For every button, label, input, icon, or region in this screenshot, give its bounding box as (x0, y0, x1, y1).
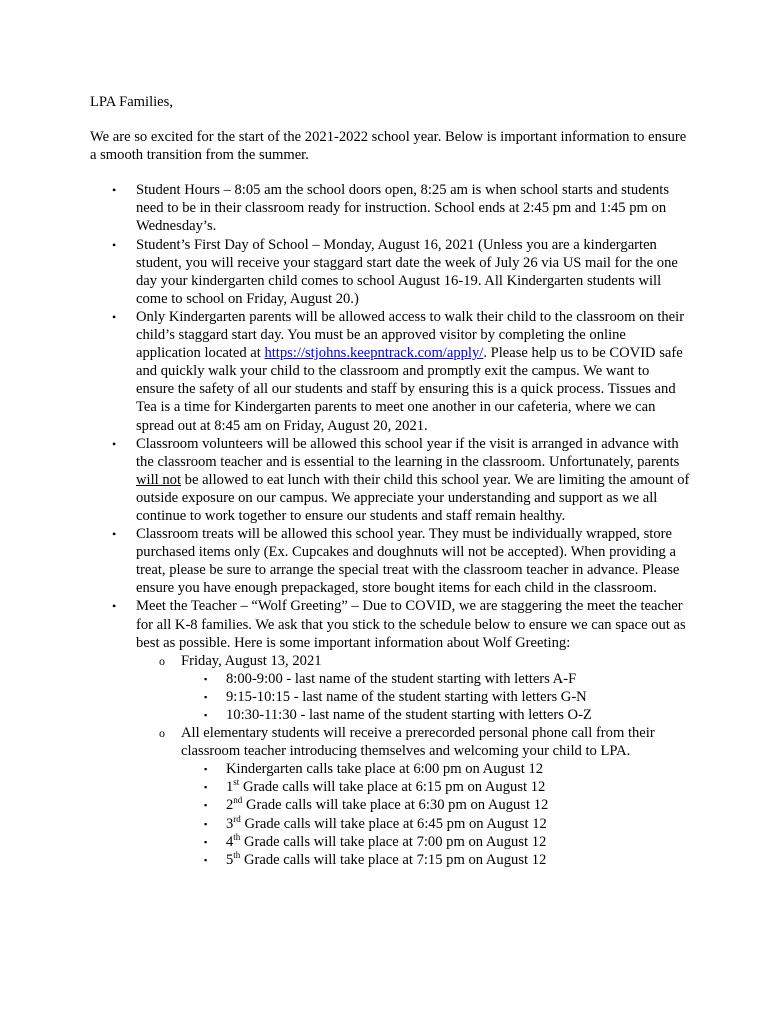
call-text: Grade calls will take place at 6:45 pm on August 12 (240, 815, 547, 832)
time-slot-item (181, 670, 690, 688)
bullet-icon: • (112, 527, 117, 542)
square-bullet-icon: ▪ (204, 800, 208, 811)
grade-number: 1 (226, 779, 234, 796)
bullet-icon: • (112, 237, 117, 252)
call-text: Grade calls will take place at 6:30 pm on August 12 (242, 797, 549, 814)
bullet-icon: • (112, 309, 117, 324)
will-not-emphasis: will not (136, 471, 181, 488)
square-bullet-icon: ▪ (204, 691, 208, 702)
time-slot-text: 10:30-11:30 - last name of the student starting with letters O-Z (226, 707, 592, 723)
call-text: Grade calls will take place at 7:00 pm on August 12 (240, 833, 547, 850)
call-item-grade-5 (181, 851, 690, 869)
call-text: Grade calls will take place at 6:15 pm on August 12 (239, 779, 546, 796)
friday-date: Friday, August 13, 2021 (181, 652, 322, 669)
circle-bullet-icon: o (159, 726, 165, 741)
call-item-kindergarten (181, 760, 690, 778)
time-slot-text: 8:00-9:00 - last name of the student starting with letters A-F (226, 670, 577, 687)
square-bullet-icon: ▪ (204, 764, 208, 775)
call-text: Kindergarten calls take place at 6:00 pm on August 12 (226, 761, 544, 778)
time-slot-text: 9:15-10:15 - last name of the student starting with letters G-N (226, 688, 587, 705)
list-item-treats (90, 525, 690, 597)
grade-number: 2 (226, 797, 234, 814)
list-item-meet-teacher (90, 597, 690, 868)
time-slot-item (181, 688, 690, 706)
list-item-volunteers (90, 435, 690, 525)
meet-teacher-text: Meet the Teacher – “Wolf Greeting” – Due to COVID, we are staggering the meet the teacher for all K-8 families. We ask that you stick to the schedule below to ensure we can space out as best as possible. Here is some important information about Wolf Greeting: (136, 598, 686, 651)
wolf-greeting-sublist (136, 652, 690, 869)
volunteers-text-end: be allowed to eat lunch with their child this school year. We are limiting the amount of outside exposure on our campus. We appreciate your understanding and support as we all continue to work together to ensure our students and staff remain healthy. (136, 471, 690, 524)
kindergarten-text-end: . Please help us to be COVID safe and quickly walk your child to the classroom and promptly exit the campus. We want to ensure the safety of all our students and staff by ensuring this is a quick process. Tissues and Tea is a time for Kindergarten parents to meet one another in our cafeteria, where we can spread out at 8:45 am on Friday, August 20, 2021. (136, 345, 683, 434)
call-item-grade-2 (181, 796, 690, 814)
call-item-grade-4 (181, 833, 690, 851)
square-bullet-icon: ▪ (204, 818, 208, 829)
call-item-grade-1 (181, 778, 690, 796)
grade-ordinal: th (233, 831, 241, 842)
bullet-icon: • (112, 183, 117, 198)
square-bullet-icon: ▪ (204, 710, 208, 720)
grade-number: 5 (226, 851, 234, 868)
list-item-kindergarten-access (90, 308, 690, 435)
circle-bullet-icon: o (159, 653, 165, 668)
square-bullet-icon: ▪ (204, 836, 208, 847)
student-hours-text: Student Hours – 8:05 am the school doors open, 8:25 am is when school starts and students need to be in their classroom ready for instruction. School ends at 2:45 pm and 1:45 pm on Wednesday’s. (136, 182, 670, 235)
intro-paragraph: We are so excited for the start of the 2021-2022 school year. Below is important information to ensure a smooth transition from the summer. (90, 129, 687, 164)
list-item-first-day (90, 236, 690, 308)
bullet-icon: • (112, 436, 117, 451)
greeting: LPA Families, (90, 94, 173, 110)
apply-link[interactable]: https://stjohns.keepntrack.com/apply/ (264, 345, 484, 362)
square-bullet-icon: ▪ (204, 854, 208, 865)
square-bullet-icon: ▪ (204, 782, 208, 793)
phone-calls-text: All elementary students will receive a prerecorded personal phone call from their classroom teacher introducing themselves and welcoming your child to LPA. (181, 725, 655, 760)
treats-text: Classroom treats will be allowed this school year. They must be individually wrapped, store purchased items only (Ex. Cupcakes and doughnuts will not be accepted). When providing a treat, please be sure to arrange the special treat with the classroom teacher in advance. Please ensure you have enough prepackaged, store bought items for each child in the classroom. (136, 526, 680, 597)
grade-ordinal: nd (233, 795, 243, 806)
volunteers-text-start: Classroom volunteers will be allowed this school year if the visit is arranged in advance with the classroom teacher and is essential to the learning in the classroom. Unfortunately, parents (136, 435, 680, 470)
call-text: Grade calls will take place at 7:15 pm on August 12 (240, 851, 547, 868)
info-list (90, 181, 690, 869)
letter-page (90, 93, 690, 869)
first-day-text: Student’s First Day of School – Monday, August 16, 2021 (Unless you are a kindergarten student, you will receive your staggard start date the week of July 26 via US mail for the one day your kindergarten child comes to school August 16-19. All Kindergarten students will come to school on Friday, August 20.) (136, 236, 678, 307)
call-item-grade-3 (181, 815, 690, 833)
sublist-item-phone-calls (136, 724, 690, 869)
grade-ordinal: th (233, 849, 241, 860)
grade-ordinal: st (233, 777, 240, 788)
call-schedule-list (181, 760, 690, 869)
grade-number: 3 (226, 815, 234, 832)
sublist-item-friday (136, 652, 690, 724)
list-item-student-hours (90, 181, 690, 235)
grade-number: 4 (226, 833, 234, 850)
time-slot-item (181, 706, 690, 724)
bullet-icon: • (112, 599, 117, 614)
square-bullet-icon: ▪ (204, 673, 208, 684)
grade-ordinal: rd (233, 813, 241, 824)
kindergarten-text-start: Only Kindergarten parents will be allowed access to walk their child to the classroom on their child’s staggard start day. You must be an approved visitor by completing the online application located at (136, 308, 685, 362)
time-slot-list (181, 670, 690, 724)
